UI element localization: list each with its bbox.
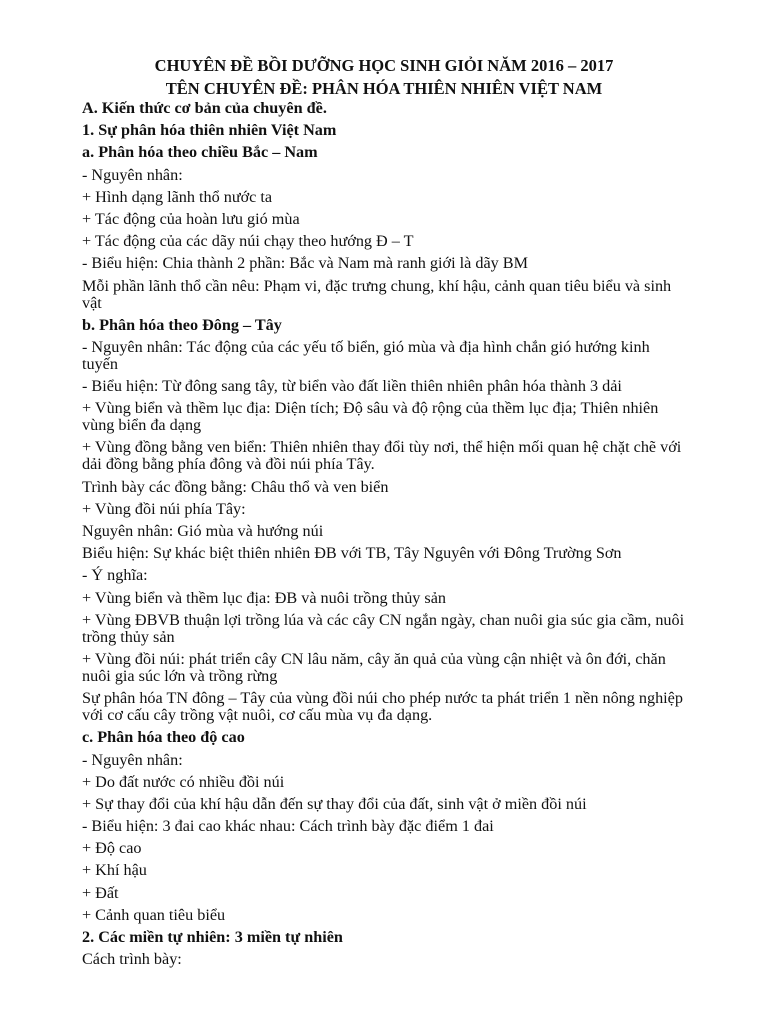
section-heading: A. Kiến thức cơ bản của chuyên đề. bbox=[82, 99, 327, 117]
section-heading: 2. Các miền tự nhiên: 3 miền tự nhiên bbox=[82, 928, 343, 946]
text-line: trồng thủy sản bbox=[82, 627, 175, 646]
text-line: + Vùng đồi núi: phát triển cây CN lâu năm, cây ăn quả của vùng cận nhiệt và ôn đới, chăn bbox=[82, 649, 666, 668]
section-heading: c. Phân hóa theo độ cao bbox=[82, 728, 245, 747]
text-line: + Vùng biển và thềm lục địa: ĐB và nuôi trồng thủy sản bbox=[82, 588, 447, 607]
text-line: vật bbox=[82, 293, 102, 312]
text-line: - Biểu hiện: Chia thành 2 phần: Bắc và Nam mà ranh giới là dãy BM bbox=[82, 254, 528, 273]
text-line: tuyến bbox=[82, 354, 118, 373]
text-line: dải đồng bằng phía đông và đồi núi phía Tây. bbox=[82, 455, 375, 474]
text-line: - Biểu hiện: Từ đông sang tây, từ biển vào đất liền thiên nhiên phân hóa thành 3 dải bbox=[82, 377, 622, 396]
text-line: vùng biển đa dạng bbox=[82, 416, 202, 435]
text-line: + Vùng đồi núi phía Tây: bbox=[82, 499, 246, 518]
text-line: + Tác động của các dãy núi chạy theo hướng Đ – T bbox=[82, 232, 414, 251]
text-line: - Nguyên nhân: bbox=[82, 750, 183, 769]
text-line: + Cảnh quan tiêu biểu bbox=[82, 905, 226, 924]
text-line: + Hình dạng lãnh thổ nước ta bbox=[82, 187, 273, 206]
section-heading: 1. Sự phân hóa thiên nhiên Việt Nam bbox=[82, 121, 337, 140]
document-body bbox=[82, 100, 702, 973]
text-line: + Do đất nước có nhiều đồi núi bbox=[82, 772, 285, 791]
text-line: + Độ cao bbox=[82, 839, 142, 858]
section-heading: b. Phân hóa theo Đông – Tây bbox=[82, 315, 282, 334]
text-line: với cơ cấu cây trồng vật nuôi, cơ cấu mùa vụ đa dạng. bbox=[82, 706, 433, 725]
text-line: + Đất bbox=[82, 883, 119, 902]
text-line: + Vùng biển và thềm lục địa: Diện tích; Độ sâu và độ rộng của thềm lục địa; Thiên nhiên bbox=[82, 399, 659, 418]
text-line: + Vùng đồng bằng ven biển: Thiên nhiên thay đổi tùy nơi, thể hiện mối quan hệ chặt chẽ với bbox=[82, 438, 682, 457]
text-line: + Sự thay đổi của khí hậu dẫn đến sự thay đổi của đất, sinh vật ở miền đồi núi bbox=[82, 794, 587, 813]
text-line: Cách trình bày: bbox=[82, 950, 182, 969]
text-line: - Nguyên nhân: bbox=[82, 165, 183, 184]
text-line: Trình bày các đồng bằng: Châu thổ và ven biển bbox=[82, 477, 389, 496]
text-line: - Nguyên nhân: Tác động của các yếu tố biển, gió mùa và địa hình chắn gió hướng kinh bbox=[82, 337, 650, 356]
text-line: - Biểu hiện: 3 đai cao khác nhau: Cách trình bày đặc điểm 1 đai bbox=[82, 817, 494, 836]
text-line: Biểu hiện: Sự khác biệt thiên nhiên ĐB với TB, Tây Nguyên với Đông Trường Sơn bbox=[82, 544, 622, 563]
text-line: Mỗi phần lãnh thổ cần nêu: Phạm vi, đặc trưng chung, khí hậu, cảnh quan tiêu biểu và sinh bbox=[82, 276, 672, 295]
text-line: + Tác động của hoàn lưu gió mùa bbox=[82, 209, 300, 228]
text-line: nuôi gia súc lớn và trồng rừng bbox=[82, 666, 278, 685]
document-title: CHUYÊN ĐỀ BỒI DƯỠNG HỌC SINH GIỎI NĂM 2016 – 2017 bbox=[154, 56, 614, 75]
document-subtitle: TÊN CHUYÊN ĐỀ: PHÂN HÓA THIÊN NHIÊN VIỆT NAM bbox=[165, 79, 603, 98]
text-line: Sự phân hóa TN đông – Tây của vùng đồi núi cho phép nước ta phát triển 1 nền nông nghiệp bbox=[82, 689, 683, 708]
text-line: + Vùng ĐBVB thuận lợi trồng lúa và các cây CN ngắn ngày, chan nuôi gia súc gia cầm, nuôi bbox=[82, 610, 685, 629]
text-line: - Ý nghĩa: bbox=[82, 566, 148, 585]
text-line: Nguyên nhân: Gió mùa và hướng núi bbox=[82, 522, 324, 540]
text-line: + Khí hậu bbox=[82, 861, 147, 880]
section-heading: a. Phân hóa theo chiều Bắc – Nam bbox=[82, 143, 318, 162]
